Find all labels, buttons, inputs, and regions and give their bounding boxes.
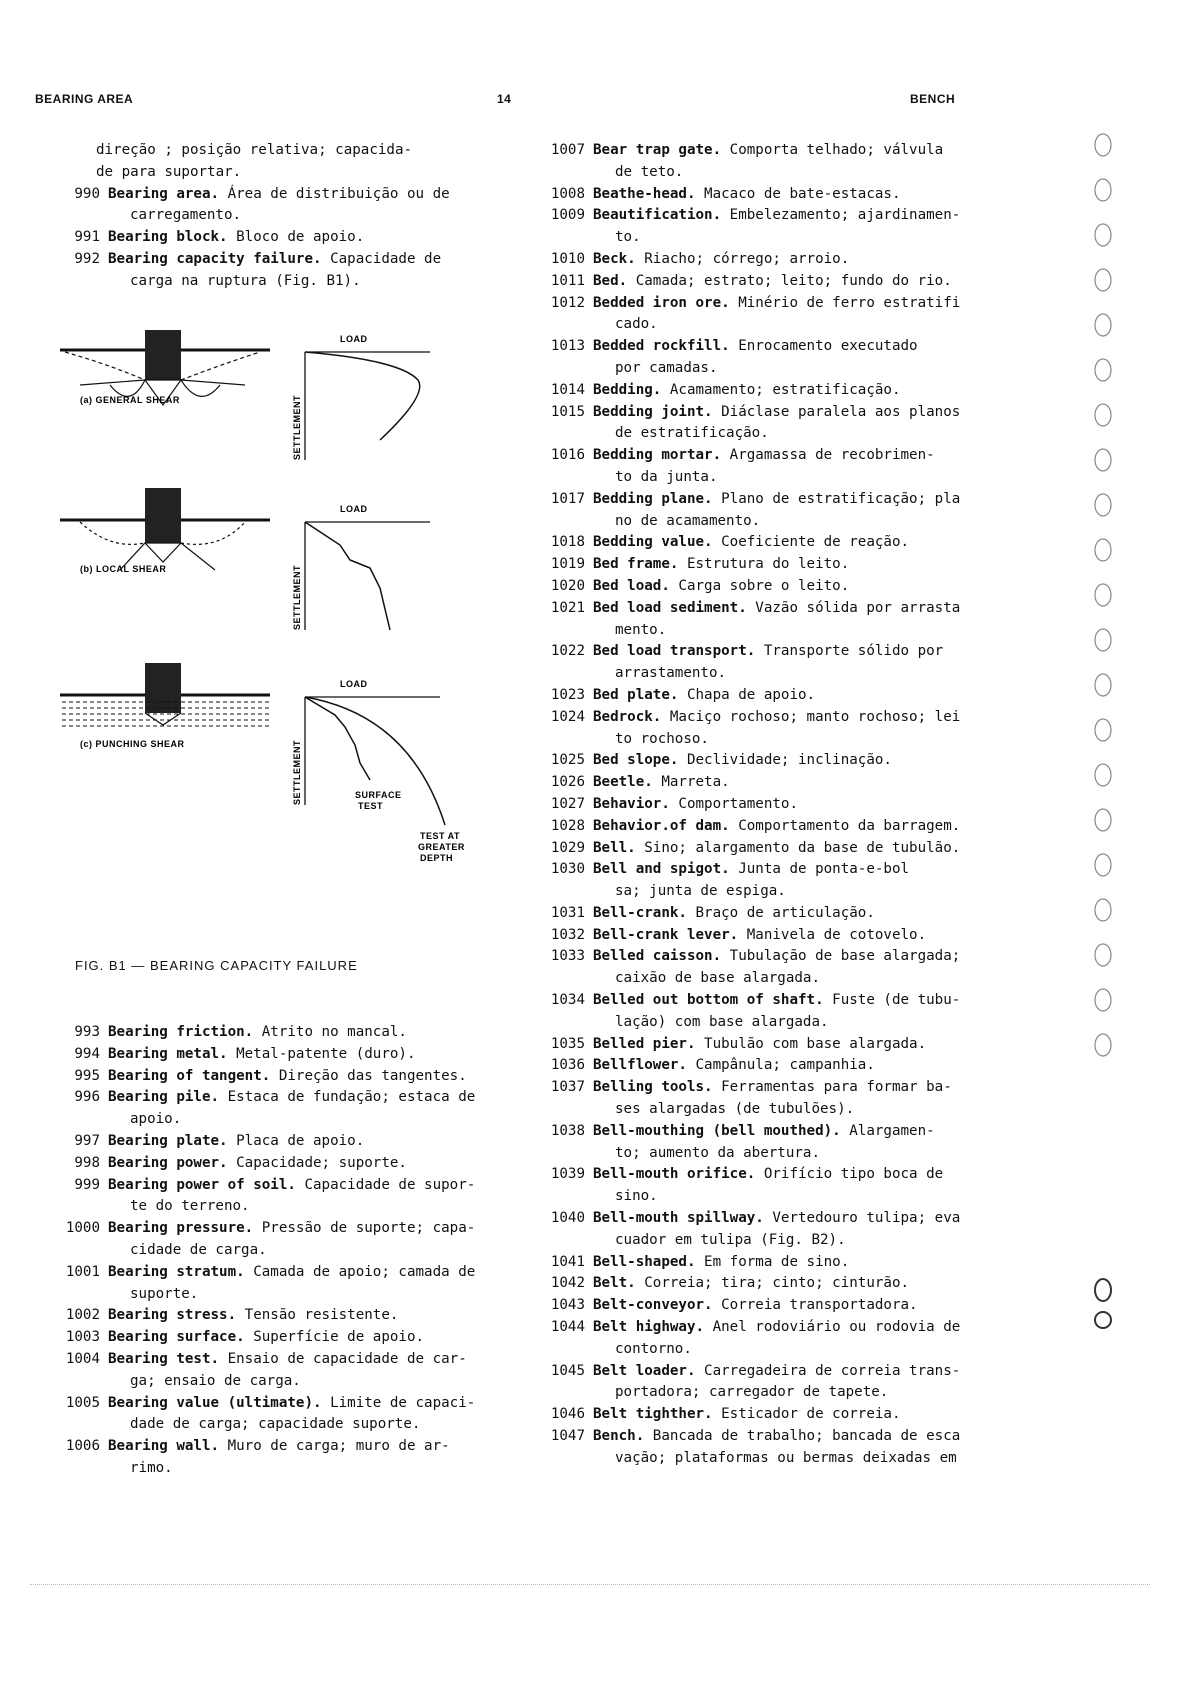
scan-margin-artifacts (1085, 120, 1145, 1370)
entry-continuation: to da junta. (615, 468, 718, 485)
panel-a-load-label: LOAD (340, 334, 368, 344)
entry-number: 1027 (550, 795, 585, 812)
entry-term: Bearing pressure. (108, 1220, 254, 1237)
glossary-entry (535, 140, 970, 184)
entry-number: 993 (74, 1024, 100, 1040)
glossary-entry (50, 184, 490, 228)
entry-continuation: cado. (615, 316, 658, 333)
glossary-entry (535, 750, 970, 772)
entry-number: 1032 (550, 926, 585, 943)
entry-number: 1011 (550, 272, 585, 289)
entry-continuation: de teto. (615, 163, 684, 180)
entry-term: Bell-mouth spillway. (593, 1210, 764, 1227)
entry-term: Bell-mouth orifice. (593, 1166, 756, 1183)
entry-definition: Bancada de trabalho; bancada de esca (652, 1428, 961, 1445)
entry-term: Belt loader. (593, 1362, 696, 1379)
entry-term: Bell-shaped. (593, 1253, 696, 1270)
entry-term: Beck. (593, 250, 636, 267)
entry-definition: Sino; alargamento da base de tubulão. (644, 839, 961, 856)
entry-term: Bed slope. (593, 752, 679, 769)
glossary-entry (535, 816, 970, 838)
entry-definition: Embelezamento; ajardinamen- (729, 207, 961, 224)
note-test: TEST (358, 801, 384, 811)
glossary-entry (50, 1175, 490, 1219)
entry-number: 997 (74, 1132, 100, 1149)
entry-definition: Camada de apoio; camada de (253, 1263, 476, 1280)
glossary-entry (50, 1153, 490, 1175)
entry-number: 1020 (550, 577, 585, 594)
glossary-entry (50, 1262, 490, 1306)
entry-definition: Macaco de bate-estacas. (704, 185, 901, 202)
glossary-entry (535, 1121, 970, 1165)
entry-number: 1003 (65, 1329, 100, 1346)
glossary-entry (535, 1295, 970, 1317)
entry-term: Bedrock. (593, 708, 662, 725)
entry-number: 1047 (550, 1428, 585, 1445)
entry-definition: Estrutura do leito. (686, 556, 850, 573)
entry-number: 1017 (550, 490, 585, 507)
entry-term: Bearing friction. (108, 1024, 254, 1040)
entry-term: Bellflower. (593, 1057, 687, 1074)
entry-continuation: arrastamento. (615, 665, 727, 682)
entry-continuation: dade de carga; capacidade suporte. (130, 1416, 421, 1433)
entry-continuation: te do terreno. (130, 1198, 250, 1215)
entry-number: 1016 (550, 447, 585, 464)
entry-term: Bearing pile. (108, 1089, 220, 1106)
entry-definition: Bloco de apoio. (236, 229, 365, 246)
entry-term: Bedding mortar. (593, 447, 722, 464)
entry-definition: Esticador de correia. (721, 1406, 901, 1423)
entry-term: Belling tools. (593, 1079, 713, 1096)
entry-definition: Em forma de sino. (704, 1253, 850, 1270)
entry-number: 990 (74, 185, 100, 202)
entry-continuation: sino. (615, 1188, 658, 1205)
panel-c-load-label: LOAD (340, 679, 368, 689)
entry-term: Belt-conveyor. (593, 1297, 713, 1314)
bearing-failure-diagram (50, 330, 490, 910)
entry-definition: Área de distribuição ou de (227, 185, 450, 202)
entry-term: Bedding plane. (593, 490, 713, 507)
glossary-entry (50, 1131, 490, 1153)
glossary-entry (535, 859, 970, 903)
entry-definition: Fuste (de tubu- (832, 992, 961, 1009)
glossary-entry (535, 990, 970, 1034)
glossary-entry (535, 1404, 970, 1426)
entry-term: Bed frame. (593, 556, 679, 573)
entry-number: 1030 (550, 861, 585, 878)
panel-b-curve (305, 522, 390, 630)
glossary-entry (535, 772, 970, 794)
glossary-entry (535, 184, 970, 206)
entry-term: Belt. (593, 1275, 636, 1292)
entry-number: 1037 (550, 1079, 585, 1096)
entry-number: 991 (74, 229, 100, 246)
entry-definition: Orifício tipo boca de (763, 1166, 944, 1183)
glossary-entry (50, 1022, 490, 1044)
entry-term: Bell. (593, 839, 636, 856)
entry-term: Belled pier. (593, 1035, 696, 1052)
panel-a-caption: (a) GENERAL SHEAR (80, 395, 180, 405)
glossary-entry (535, 445, 970, 489)
entry-number: 1035 (550, 1035, 585, 1052)
entry-number: 1045 (550, 1362, 585, 1379)
entry-number: 1036 (550, 1057, 585, 1074)
page-number: 14 (497, 92, 512, 106)
entry-definition: Vertedouro tulipa; eva (772, 1210, 961, 1227)
entry-term: Bearing stress. (108, 1307, 237, 1324)
entry-continuation: ga; ensaio de carga. (130, 1372, 301, 1389)
entry-term: Beautification. (593, 207, 722, 224)
entry-continuation: contorno. (615, 1340, 692, 1357)
glossary-entry (535, 1273, 970, 1295)
entry-number: 1002 (65, 1307, 100, 1324)
entry-number: 1025 (550, 752, 585, 769)
entry-term: Bell-crank. (593, 904, 687, 921)
entry-definition: Junta de ponta-e-bol (738, 861, 910, 878)
entry-term: Bedded iron ore. (593, 294, 730, 311)
entry-number: 1046 (550, 1406, 585, 1423)
entry-term: Bell-mouthing (bell mouthed). (593, 1122, 841, 1139)
entry-number: 1026 (550, 774, 585, 791)
entry-definition: Vazão sólida por arrasta (755, 599, 961, 616)
entry-definition: Comportamento da barragem. (738, 817, 961, 834)
entry-term: Bearing power. (108, 1154, 228, 1171)
glossary-entry (535, 707, 970, 751)
entry-continuation: carga na ruptura (Fig. B1). (130, 272, 361, 289)
continuation-line: direção ; posição relativa; capacida- (96, 142, 413, 158)
entry-number: 998 (74, 1154, 100, 1171)
note-greater: GREATER (418, 842, 465, 852)
entry-definition: Diáclase paralela aos planos (721, 403, 961, 420)
footing-b (145, 488, 181, 543)
entry-definition: Chapa de apoio. (686, 686, 816, 703)
entry-number: 1042 (550, 1275, 585, 1292)
running-header-left: BEARING AREA (35, 92, 134, 106)
panel-b-load-label: LOAD (340, 504, 368, 514)
note-surface: SURFACE (355, 790, 402, 800)
entry-number: 1012 (550, 294, 585, 311)
entry-continuation: cidade de carga. (130, 1241, 267, 1258)
glossary-entry (535, 838, 970, 860)
entry-definition: Transporte sólido por (763, 643, 944, 660)
entry-number: 1038 (550, 1122, 585, 1139)
entry-number: 1031 (550, 904, 585, 921)
panel-general-shear (60, 330, 430, 460)
entry-definition: Comporta telhado; válvula (729, 142, 944, 158)
entry-term: Bed load. (593, 577, 670, 594)
entry-continuation: ses alargadas (de tubulões). (615, 1101, 855, 1118)
note-depth: DEPTH (420, 853, 454, 863)
entry-number: 1033 (550, 948, 585, 965)
entry-definition: Enrocamento executado (738, 338, 918, 355)
entry-definition: Correia transportadora. (721, 1297, 918, 1314)
entry-term: Bearing capacity failure. (108, 250, 322, 267)
entry-number: 1000 (65, 1220, 100, 1237)
entry-number: 1029 (550, 839, 585, 856)
panel-a-curve (305, 352, 420, 440)
glossary-entry (535, 489, 970, 533)
entry-term: Beetle. (593, 774, 653, 791)
entry-continuation: por camadas. (615, 359, 718, 376)
entry-term: Bed plate. (593, 686, 679, 703)
glossary-entry (535, 205, 970, 249)
note-test-at: TEST AT (420, 831, 460, 841)
entry-number: 1014 (550, 381, 585, 398)
entry-term: Bearing metal. (108, 1045, 228, 1062)
entry-continuation: de estratificação. (615, 425, 769, 442)
entry-continuation: to rochoso. (615, 730, 709, 747)
entry-definition: Tubulão com base alargada. (704, 1035, 927, 1052)
entry-continuation: lação) com base alargada. (615, 1013, 829, 1030)
entry-number: 1006 (65, 1438, 100, 1455)
right-column (535, 140, 970, 1470)
entry-term: Bedding. (593, 381, 662, 398)
entry-number: 995 (74, 1067, 100, 1084)
entry-term: Bearing area. (108, 185, 220, 202)
entry-definition: Anel rodoviário ou rodovia de (712, 1319, 961, 1336)
entry-definition: Capacidade; suporte. (236, 1154, 407, 1171)
glossary-entry (50, 1218, 490, 1262)
entry-continuation: rimo. (130, 1459, 173, 1476)
entry-definition: Manivela de cotovelo. (746, 926, 927, 943)
entry-term: Behavior. (593, 795, 670, 812)
entry-definition: Correia; tira; cinto; cinturão. (644, 1275, 910, 1292)
glossary-entry (50, 227, 490, 249)
glossary-entry (50, 1087, 490, 1131)
entry-number: 1024 (550, 708, 585, 725)
footing-c (145, 663, 181, 713)
entry-number: 1013 (550, 338, 585, 355)
entry-definition: Braço de articulação. (695, 904, 875, 921)
entry-number: 996 (74, 1089, 100, 1106)
glossary-entry (50, 1327, 490, 1349)
entry-number: 1044 (550, 1319, 585, 1336)
entry-number: 1040 (550, 1210, 585, 1227)
entry-number: 1043 (550, 1297, 585, 1314)
panel-punching-shear (60, 663, 465, 863)
entry-term: Bearing plate. (108, 1132, 228, 1149)
glossary-entry (535, 903, 970, 925)
entry-number: 1019 (550, 556, 585, 573)
entry-term: Bedding value. (593, 534, 713, 551)
glossary-entry (535, 685, 970, 707)
entry-definition: Estaca de fundação; estaca de (227, 1089, 476, 1106)
entry-continuation: portadora; carregador de tapete. (615, 1384, 889, 1401)
glossary-entry (535, 1077, 970, 1121)
entry-number: 1018 (550, 534, 585, 551)
entry-definition: Limite de capaci- (330, 1394, 476, 1411)
scan-footer-line (30, 1580, 1150, 1585)
entry-term: Bearing power of soil. (108, 1176, 296, 1193)
entry-number: 1021 (550, 599, 585, 616)
entry-definition: Carregadeira de correia trans- (704, 1362, 961, 1379)
entry-definition: Declividade; inclinação. (686, 752, 892, 769)
entry-continuation: to. (615, 229, 641, 246)
panel-c-curve-surface (305, 697, 370, 780)
entry-term: Bearing value (ultimate). (108, 1394, 322, 1411)
left-column-top (50, 140, 490, 293)
glossary-entry (50, 1393, 490, 1437)
glossary-entry (535, 554, 970, 576)
glossary-entry (535, 576, 970, 598)
glossary-entry (50, 1044, 490, 1066)
entry-continuation: caixão de base alargada. (615, 970, 820, 987)
glossary-entry (50, 1066, 490, 1088)
footing-a (145, 330, 181, 380)
entry-term: Bearing wall. (108, 1438, 220, 1455)
entry-definition: Plano de estratificação; pla (721, 490, 961, 507)
entry-number: 1010 (550, 250, 585, 267)
entry-definition: Argamassa de recobrimen- (729, 447, 935, 464)
glossary-entry (535, 641, 970, 685)
entry-definition: Muro de carga; muro de ar- (227, 1438, 450, 1455)
entry-definition: Riacho; córrego; arroio. (644, 250, 850, 267)
glossary-entry (535, 598, 970, 642)
glossary-entry (535, 1426, 970, 1470)
entry-term: Bell-crank lever. (593, 926, 739, 943)
entry-term: Bearing block. (108, 229, 228, 246)
entry-definition: Ferramentas para formar ba- (721, 1079, 952, 1096)
entry-continuation: sa; junta de espiga. (615, 883, 786, 900)
entry-number: 1005 (65, 1394, 100, 1411)
running-header-right: BENCH (910, 92, 956, 106)
entry-number: 1039 (550, 1166, 585, 1183)
entry-definition: Tubulação de base alargada; (729, 948, 961, 965)
entry-definition: Carga sobre o leito. (678, 577, 850, 594)
glossary-entry (535, 293, 970, 337)
entry-term: Behavior.of dam. (593, 817, 730, 834)
glossary-entry (50, 249, 490, 293)
entry-definition: Camada; estrato; leito; fundo do rio. (635, 272, 952, 289)
entry-number: 1009 (550, 207, 585, 224)
glossary-entry (535, 1317, 970, 1361)
panel-c-axis-label: SETTLEMENT (292, 740, 302, 805)
glossary-entry (535, 1208, 970, 1252)
entry-definition: Campânula; campanhia. (695, 1057, 875, 1074)
left-column-bottom (50, 1022, 490, 1480)
entry-definition: Maciço rochoso; manto rochoso; lei (669, 708, 961, 725)
panel-a-axis-label: SETTLEMENT (292, 395, 302, 460)
entry-number: 994 (74, 1045, 100, 1062)
glossary-entry (535, 1252, 970, 1274)
entry-definition: Ensaio de capacidade de car- (227, 1350, 467, 1367)
entry-number: 1001 (65, 1263, 100, 1280)
glossary-entry (535, 925, 970, 947)
entry-continuation: no de acamamento. (615, 512, 761, 529)
entry-term: Bedding joint. (593, 403, 713, 420)
entry-number: 1022 (550, 643, 585, 660)
glossary-entry (535, 1164, 970, 1208)
glossary-entry (535, 380, 970, 402)
entry-term: Bench. (593, 1428, 645, 1445)
continuation-line: de para suportar. (96, 163, 242, 180)
glossary-entry (535, 402, 970, 446)
entry-definition: Metal-patente (duro). (236, 1045, 416, 1062)
entry-term: Belled out bottom of shaft. (593, 992, 824, 1009)
entry-definition: Direção das tangentes. (278, 1067, 467, 1084)
glossary-entry (535, 336, 970, 380)
glossary-entry (50, 1349, 490, 1393)
binding-holes-graphic (1085, 120, 1145, 1370)
entry-number: 1034 (550, 992, 585, 1009)
entry-definition: Alargamen- (849, 1122, 935, 1139)
entry-term: Bearing surface. (108, 1329, 245, 1346)
glossary-entry (535, 1055, 970, 1077)
entry-term: Bedded rockfill. (593, 338, 730, 355)
glossary-entry (535, 249, 970, 271)
entry-number: 992 (74, 250, 100, 267)
figure-b1 (50, 330, 490, 950)
panel-c-caption: (c) PUNCHING SHEAR (80, 739, 185, 749)
entry-number: 1007 (550, 142, 585, 158)
entry-number: 1004 (65, 1350, 100, 1367)
entry-term: Belt tighther. (593, 1406, 713, 1423)
entry-definition: Capacidade de (330, 250, 442, 267)
glossary-entry (535, 1361, 970, 1405)
entry-term: Bed load transport. (593, 643, 756, 660)
entry-definition: Superfície de apoio. (253, 1329, 425, 1346)
panel-b-axis-label: SETTLEMENT (292, 565, 302, 630)
entry-definition: Marreta. (661, 774, 730, 791)
entry-term: Bed load sediment. (593, 599, 747, 616)
entry-term: Bear trap gate. (593, 142, 722, 158)
entry-term: Belled caisson. (593, 948, 722, 965)
entry-definition: Pressão de suporte; capa- (261, 1220, 476, 1237)
entry-term: Beathe-head. (593, 185, 696, 202)
figure-caption: FIG. B1 — BEARING CAPACITY FAILURE (75, 958, 358, 973)
glossary-entry (50, 1436, 490, 1480)
glossary-entry (535, 1034, 970, 1056)
entry-definition: Placa de apoio. (236, 1132, 365, 1149)
entry-term: Bearing stratum. (108, 1263, 245, 1280)
entry-number: 1028 (550, 817, 585, 834)
panel-b-caption: (b) LOCAL SHEAR (80, 564, 167, 574)
entry-continuation: mento. (615, 621, 667, 638)
glossary-entry (535, 946, 970, 990)
glossary-entry (535, 532, 970, 554)
glossary-entry (535, 271, 970, 293)
entry-continuation: vação; plataformas ou bermas deixadas em (615, 1449, 957, 1466)
entry-number: 1041 (550, 1253, 585, 1270)
entry-definition: Minério de ferro estratifi (738, 294, 961, 311)
entry-definition: Tensão resistente. (244, 1307, 399, 1324)
entry-definition: Comportamento. (678, 795, 799, 812)
entry-number: 1015 (550, 403, 585, 420)
entry-term: Bearing of tangent. (108, 1067, 271, 1084)
entry-definition: Acamamento; estratificação. (669, 381, 901, 398)
entry-continuation: to; aumento da abertura. (615, 1144, 820, 1161)
entry-term: Bearing test. (108, 1350, 220, 1367)
panel-local-shear (60, 488, 430, 630)
entry-number: 1023 (550, 686, 585, 703)
entry-definition: Coeficiente de reação. (721, 534, 910, 551)
entry-number: 1008 (550, 185, 585, 202)
glossary-entry (535, 794, 970, 816)
entry-continuation: apoio. (130, 1111, 182, 1128)
entry-definition: Atrito no mancal. (261, 1024, 407, 1040)
entry-continuation: cuador em tulipa (Fig. B2). (615, 1231, 846, 1248)
glossary-entry (50, 1305, 490, 1327)
entry-term: Bell and spigot. (593, 861, 730, 878)
entry-definition: Capacidade de supor- (304, 1176, 476, 1193)
entry-continuation: carregamento. (130, 207, 242, 224)
entry-term: Belt highway. (593, 1319, 705, 1336)
entry-term: Bed. (593, 272, 628, 289)
entry-number: 999 (74, 1176, 100, 1193)
entry-continuation: suporte. (130, 1285, 199, 1302)
